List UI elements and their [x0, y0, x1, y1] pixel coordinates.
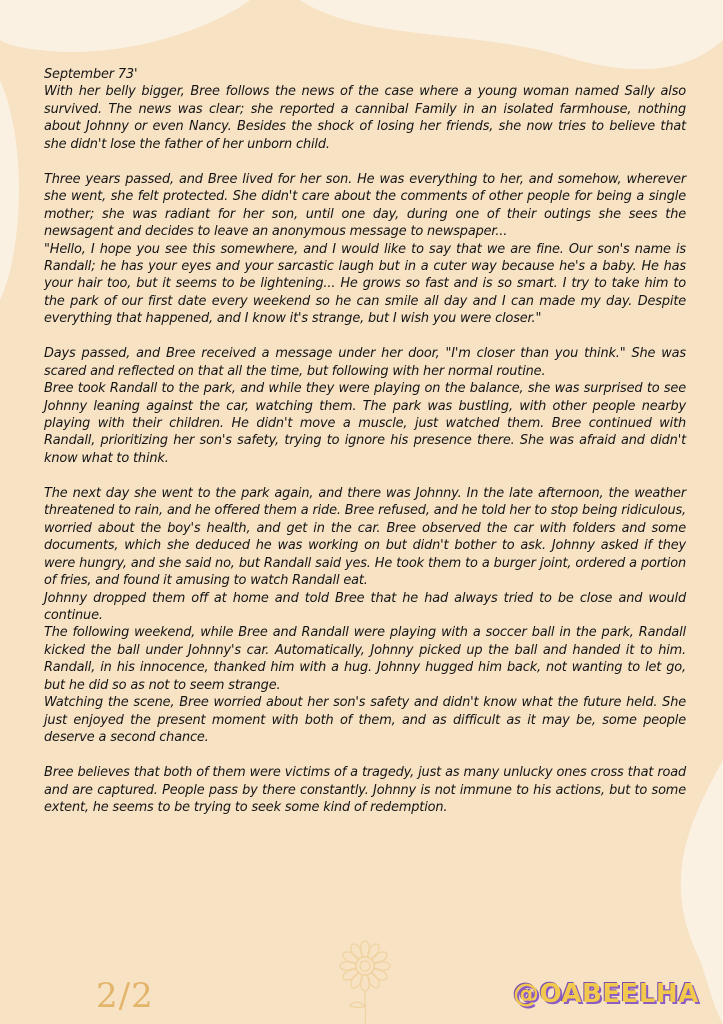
paragraph-gap — [44, 153, 686, 170]
paragraph: With her belly bigger, Bree follows the news of the case where a young woman named Sally also survived. The news was clear; she reported a cannibal Family in an isolated farmhouse, nothing about Johnny or even Nancy. Besides the shock of losing her friends, she now tries to believe that she didn't lose the father of her unborn child. — [44, 84, 686, 152]
paragraph: Three years passed, and Bree lived for her son. He was everything to her, and somehow, wherever she went, she felt protected. She didn't care about the comments of other people for being a single mother; she was radiant for her son, until one day, during one of their outings she sees the newsagent and decides to leave an anonymous message to newspaper... — [44, 171, 686, 240]
page-number: 2/2 — [96, 976, 154, 1016]
paragraph: The following weekend, while Bree and Randall were playing with a soccer ball in the park, Randall kicked the ball under Johnny's car. Automatically, Johnny picked up the ball and handed it to him. Randall, in his innocence, thanked him with a hug. Johnny hugged him back, not wanting to let go, but he did so as not to seem strange. — [44, 625, 686, 693]
dateline: September 73' — [44, 67, 138, 82]
paragraph: Bree believes that both of them were victims of a tragedy, just as many unlucky ones cross that road and are captured. People pass by there constantly. Johnny is not immune to his actions, but to some extent, he seems to be trying to seek some kind of redemption. — [44, 765, 686, 815]
paragraph: "Hello, I hope you see this somewhere, and I would like to say that we are fine. Our son's name is Randall; he has your eyes and your sarcastic laugh but in a cuter way because he's a baby. He has your hair too, but it seems to be lightening... He grows so fast and is so smart. I try to take him to the park of our first date every weekend so he can smile all day and I can made my day. Despite everything that happened, and I know it's strange, but I wish you were closer." — [44, 241, 686, 327]
paragraph-gap — [44, 747, 686, 764]
author-watermark: @OABEELHA — [513, 979, 699, 1009]
paragraph: Days passed, and Bree received a message under her door, "I'm closer than you think." She was scared and reflected on that all the time, but following with her normal routine. — [44, 346, 686, 379]
paragraph-gap — [44, 467, 686, 484]
paragraph: Johnny dropped them off at home and told Bree that he had always tried to be close and would continue. — [44, 590, 686, 623]
paragraph: Watching the scene, Bree worried about her son's safety and didn't know what the future held. She just enjoyed the present moment with both of them, and as difficult as it may be, some people deserve a second chance. — [44, 695, 686, 746]
paragraph: Bree took Randall to the park, and while they were playing on the balance, she was surprised to see Johnny leaning against the car, watching them. The park was bustling, with other people nearby playing with their children. He didn't move a muscle, just watched them. Bree continued with Randall, prioritizing her son's safety, trying to ignore his presence there. She was afraid and didn't know what to think. — [44, 381, 686, 466]
sunflower-icon — [330, 936, 400, 1024]
story-text — [44, 66, 686, 816]
paragraph-gap — [44, 328, 686, 345]
paragraph: The next day she went to the park again, and there was Johnny. In the late afternoon, the weather threatened to rain, and he offered them a ride. Bree refused, and he told her to stop being ridiculous, worried about the boy's health, and get in the car. Bree observed the car with folders and some documents, which she deduced he was working on but didn't bother to ask. Johnny asked if they were hungry, and she said no, but Randall said yes. He took them to a burger joint, ordered a portion of fries, and found it amusing to watch Randall eat. — [44, 485, 686, 589]
